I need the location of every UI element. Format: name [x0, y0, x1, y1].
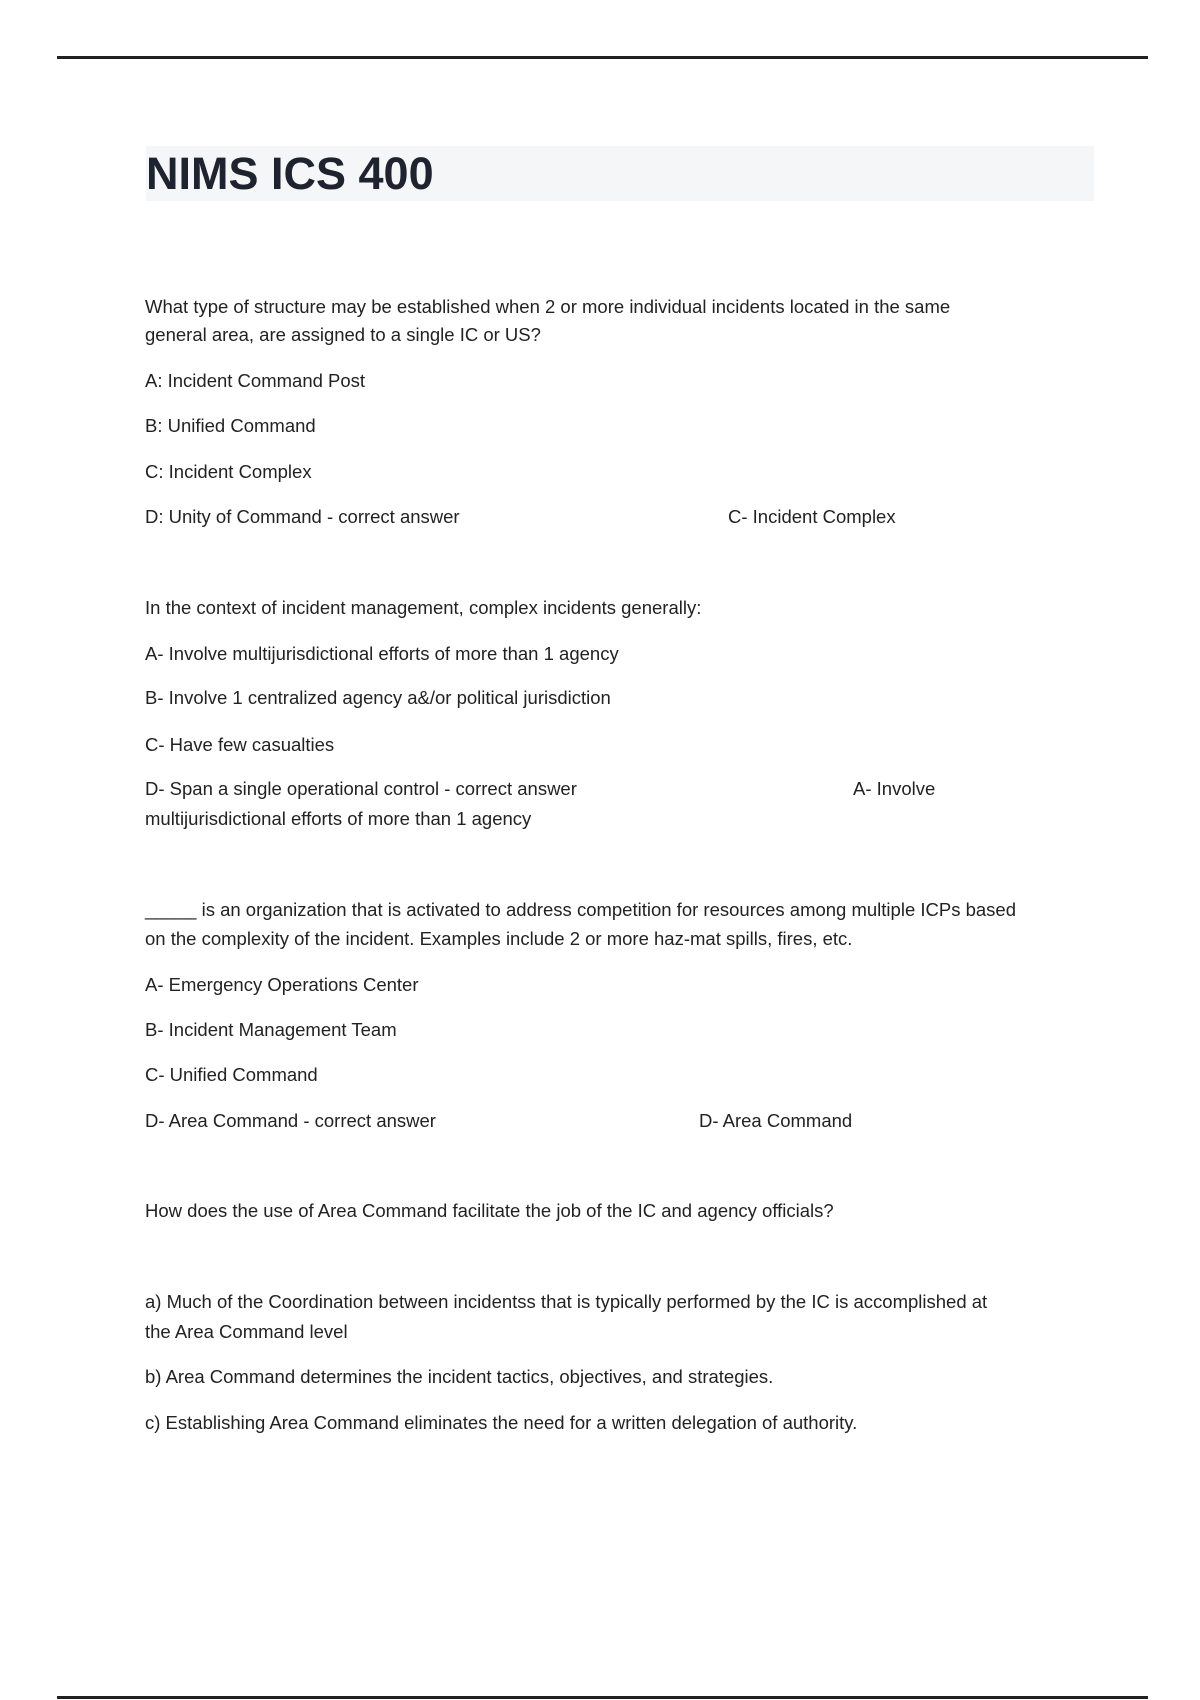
question-4-line-1: How does the use of Area Command facilitate the job of the IC and agency officials? [145, 1200, 834, 1221]
question-4-option-c: c) Establishing Area Command eliminates the need for a written delegation of authority. [145, 1412, 858, 1433]
top-rule [57, 56, 1148, 59]
question-1-line-2: general area, are assigned to a single IC or US? [145, 324, 541, 345]
question-3-option-a: A- Emergency Operations Center [145, 974, 419, 995]
question-4-option-a: a) Much of the Coordination between incidentss that is typically performed by the IC is accomplished at [145, 1291, 988, 1312]
question-2-line-1: In the context of incident management, complex incidents generally: [145, 597, 702, 618]
question-1-answer: C- Incident Complex [728, 506, 896, 527]
question-1-option-a: A: Incident Command Post [145, 370, 366, 391]
question-2-option-b: B- Involve 1 centralized agency a&/or political jurisdiction [145, 687, 611, 708]
question-3-answer: D- Area Command [699, 1110, 853, 1131]
question-1-line-1: What type of structure may be established when 2 or more individual incidents located in the same [145, 296, 951, 317]
question-2-option-c: C- Have few casualties [145, 734, 335, 755]
question-2-answer: A- Involve [853, 778, 936, 799]
question-4-option-a-continued: the Area Command level [145, 1321, 348, 1342]
question-2-option-d: D- Span a single operational control - correct answer [145, 778, 577, 799]
page-title: NIMS ICS 400 [146, 148, 434, 199]
question-3-option-b: B- Incident Management Team [145, 1019, 397, 1040]
question-1-option-b: B: Unified Command [145, 415, 316, 436]
question-3-line-1: _____ is an organization that is activated to address competition for resources among multiple ICPs based [145, 899, 1017, 920]
question-3-line-2: on the complexity of the incident. Examples include 2 or more haz-mat spills, fires, etc. [145, 928, 853, 949]
question-1-option-d: D: Unity of Command - correct answer [145, 506, 460, 527]
question-1-option-c: C: Incident Complex [145, 461, 312, 482]
question-2-option-a: A- Involve multijurisdictional efforts of more than 1 agency [145, 643, 619, 664]
question-3-option-d: D- Area Command - correct answer [145, 1110, 436, 1131]
question-3-option-c: C- Unified Command [145, 1064, 318, 1085]
question-2-answer-continued: multijurisdictional efforts of more than 1 agency [145, 808, 532, 829]
question-4-option-b: b) Area Command determines the incident tactics, objectives, and strategies. [145, 1366, 774, 1387]
bottom-rule [57, 1696, 1148, 1699]
